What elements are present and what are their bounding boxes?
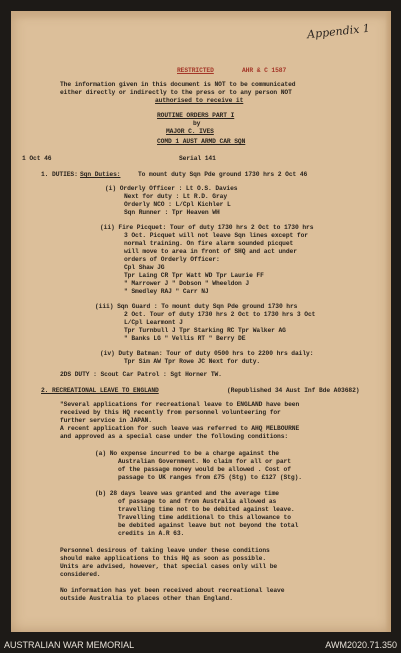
condition-line: (a) No expense incurred to be a charge against the [95,450,279,457]
reference-number: AHR & C 1587 [242,67,287,74]
notice-line: authorised to receive it [155,97,244,104]
section-reference: (Republished 34 Aust Inf Bde A03682) [227,387,360,394]
paragraph-line: No information has yet been received about recreational leave [60,587,285,594]
archive-name: AUSTRALIAN WAR MEMORIAL [4,640,135,650]
guard-line: (iii) Sqn Guard : To mount duty Sqn Pde ground 1730 hrs [95,303,298,310]
paragraph-line: should make applications to this HQ as soon as possible. [60,555,267,562]
paragraph-line: and approved as a special case under the following conditions: [60,433,289,440]
order-date: 1 Oct 46 [22,155,52,162]
picquet-line: " Marrower J " Dobson " Wheeldon J [124,280,250,287]
batman-line: Tpr Sim AW Tpr Rowe JC Next for duty. [124,358,261,365]
picquet-line: orders of Orderly Officer: [124,256,220,263]
section-text: To mount duty Sqn Pde ground 1730 hrs 2 Oct 46 [138,171,308,178]
notice-line: either directly or indirectly to the press or to any person NOT [60,89,292,96]
condition-line: (b) 28 days leave was granted and the average time [95,490,279,497]
paragraph-line: "Several applications for recreational leave to ENGLAND have been [60,401,300,408]
picquet-line: Tpr Laing CR Tpr Watt WD Tpr Laurie FF [124,272,264,279]
paragraph-line: considered. [60,571,101,578]
condition-line: of passage to and from Australia allowed as [118,498,277,505]
duty-line: Sqn Runner : Tpr Heaven WH [124,209,220,216]
guard-line: 2 Oct. Tour of duty 1730 hrs 2 Oct to 1730 hrs 3 Oct [124,311,316,318]
condition-line: Australian Government. No claim for all or part [118,458,291,465]
condition-line: be debited against leave but not beyond the total [118,522,299,529]
paragraph-line: outside Australia to places other than England. [60,595,233,602]
condition-line: passage to UK ranges from £75 (Stg) to £127 (Stg). [118,474,302,481]
notice-line: The information given in this document is NOT to be communicated [60,81,296,88]
picquet-line: Cpl Shaw JG [124,264,165,271]
paragraph-line: received by this HQ recently from personnel volunteering for [60,409,281,416]
title-by: by [193,120,201,127]
batman-line: (iv) Duty Batman: Tour of duty 0500 hrs to 2200 hrs daily: [100,350,314,357]
document-title: ROUTINE ORDERS PART I [157,112,235,119]
paragraph-line: Units are advised, however, that special cases only will be [60,563,278,570]
condition-line: travelling time not to be debited against leave. [118,506,295,513]
guard-line: L/Cpl Learmont J [124,319,183,326]
paragraph-line: further service in JAPAN. [60,417,152,424]
condition-line: credits in A.R 63. [118,530,185,537]
duty-line: (i) Orderly Officer : Lt O.S. Davies [105,185,238,192]
condition-line: of the passage money would be allowed . Cost of [118,466,291,473]
sds-duty: 2DS DUTY : Scout Car Patrol : Sgt Horner TW. [60,371,222,378]
duty-line: Orderly NCO : L/Cpl Kichler L [124,201,231,208]
section-subheading: Sqn Duties: [80,171,121,178]
serial-number: Serial 141 [179,155,216,162]
paragraph-line: Personnel desirous of taking leave under these conditions [60,547,270,554]
paragraph-line: A recent application for such leave was referred to AHQ MELBOURNE [60,425,300,432]
handwritten-annotation: Appendix 1 [306,21,371,42]
picquet-line: will move to area in front of SHQ and act under [124,248,297,255]
unit-name: COMD 1 AUST ARMD CAR SQN [157,138,246,145]
guard-line: " Banks LG " Vellis RT " Berry DE [124,335,246,342]
condition-line: Travelling time additional to this allowance to [118,514,291,521]
section-heading: 2. RECREATIONAL LEAVE TO ENGLAND [41,387,159,394]
picquet-line: " Smedley RAJ " Carr NJ [124,288,209,295]
archive-reference: AWM2020.71.350 [325,640,397,650]
section-heading: 1. DUTIES: [41,171,78,178]
document-page [11,11,391,632]
picquet-line: (ii) Fire Picquet: Tour of duty 1730 hrs 2 Oct to 1730 hrs [100,224,314,231]
picquet-line: normal training. On fire alarm sounded picquet [124,240,294,247]
picquet-line: 3 Oct. Picquet will not leave Sqn lines except for [124,232,308,239]
classification: RESTRICTED [177,67,214,74]
duty-line: Next for duty : Lt R.D. Gray [124,193,228,200]
author: MAJOR C. IVES [166,128,214,135]
archive-footer [0,637,401,653]
guard-line: Tpr Turnbull J Tpr Starking RC Tpr Walker AG [124,327,286,334]
